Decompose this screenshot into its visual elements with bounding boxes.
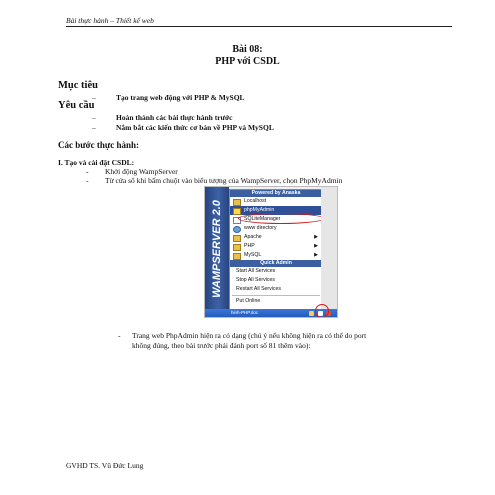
section-title: I. Tạo và cài đặt CSDL:: [58, 158, 135, 167]
running-header: Bài thực hành – Thiết kế web: [66, 16, 452, 27]
menu-item-restart-all-services[interactable]: Restart All Services: [236, 286, 281, 292]
folder-icon: [233, 208, 241, 215]
menu-item-label: Apache: [244, 234, 262, 240]
submenu-arrow-icon: ▶: [314, 234, 318, 240]
folder-icon: [233, 253, 241, 260]
folder-icon: [233, 199, 241, 206]
wampserver-tray-menu: [229, 189, 323, 311]
menu-item-label: www directory: [244, 225, 277, 231]
steps-heading: Các bước thực hành:: [58, 140, 140, 150]
wampserver-brand-band: [205, 187, 229, 309]
annotation-highlight-ring: [238, 213, 324, 224]
list-dash: -: [118, 331, 121, 340]
list-dash: –: [92, 93, 96, 102]
lesson-title: PHP với CSDL: [215, 56, 280, 67]
list-dash: -: [86, 176, 89, 185]
submenu-arrow-icon: ▶: [314, 252, 318, 258]
menu-item-label: SQLiteManager: [244, 216, 281, 222]
menu-header: Powered by Anaska: [230, 190, 322, 197]
submenu-arrow-icon: ▶: [314, 243, 318, 249]
menu-item-label: Localhost: [244, 198, 267, 204]
list-dash: –: [92, 113, 96, 122]
wampserver-menu-screenshot: [204, 186, 338, 318]
requirement-item: Hoàn thành các bài thực hành trước: [116, 113, 233, 122]
menu-item-apache[interactable]: [230, 233, 322, 242]
annotation-highlight-ring: [315, 304, 329, 318]
step-item: Khởi động WampServer: [105, 167, 178, 176]
menu-item-label: PHP: [244, 243, 255, 249]
objective-item: Tạo trang web động với PHP & MySQL: [116, 93, 245, 102]
menu-item-label: phpMyAdmin: [244, 207, 275, 213]
list-dash: -: [86, 167, 89, 176]
note-line: Trang web PhpAdmin hiện ra có dạng (chú ý nếu không hiện ra có thể do port: [132, 331, 367, 340]
menu-item-label: MySQL: [244, 252, 262, 258]
folder-icon: [233, 235, 241, 242]
globe-icon: [233, 226, 241, 233]
objectives-heading: Mục tiêu: [58, 80, 98, 91]
menu-item-stop-all-services[interactable]: Stop All Services: [236, 277, 275, 283]
menu-separator: [232, 295, 320, 296]
requirement-item: Nắm bắt các kiến thức cơ bản về PHP và MySQL: [116, 123, 274, 132]
menu-item-www-directory[interactable]: [230, 224, 322, 233]
taskbar-window-label[interactable]: hinh-PHP.doc: [231, 310, 259, 315]
note-line: không đúng, theo bài trước phải đánh port số 81 thêm vào):: [132, 341, 311, 350]
running-footer: GVHD TS. Vũ Đức Lung: [66, 461, 144, 470]
wampserver-brand-text: WAMPSERVER 2.0: [211, 200, 223, 298]
menu-item-start-all-services[interactable]: Start All Services: [236, 268, 276, 274]
menu-item-php[interactable]: [230, 242, 322, 251]
menu-item-put-online[interactable]: Put Online: [236, 298, 261, 304]
list-dash: –: [92, 123, 96, 132]
menu-item-localhost[interactable]: [230, 197, 322, 206]
quick-admin-header: Quick Admin: [230, 260, 322, 267]
tray-icon[interactable]: [309, 311, 314, 316]
requirements-heading: Yêu cầu: [58, 100, 95, 111]
step-item: Từ cửa sổ khi bấm chuột vào biểu tượng của WampServer, chọn PhpMyAdmin: [105, 176, 343, 185]
desktop-background: [321, 187, 337, 309]
lesson-number: Bài 08:: [232, 44, 263, 55]
folder-icon: [233, 244, 241, 251]
menu-item-mysql[interactable]: [230, 251, 322, 260]
